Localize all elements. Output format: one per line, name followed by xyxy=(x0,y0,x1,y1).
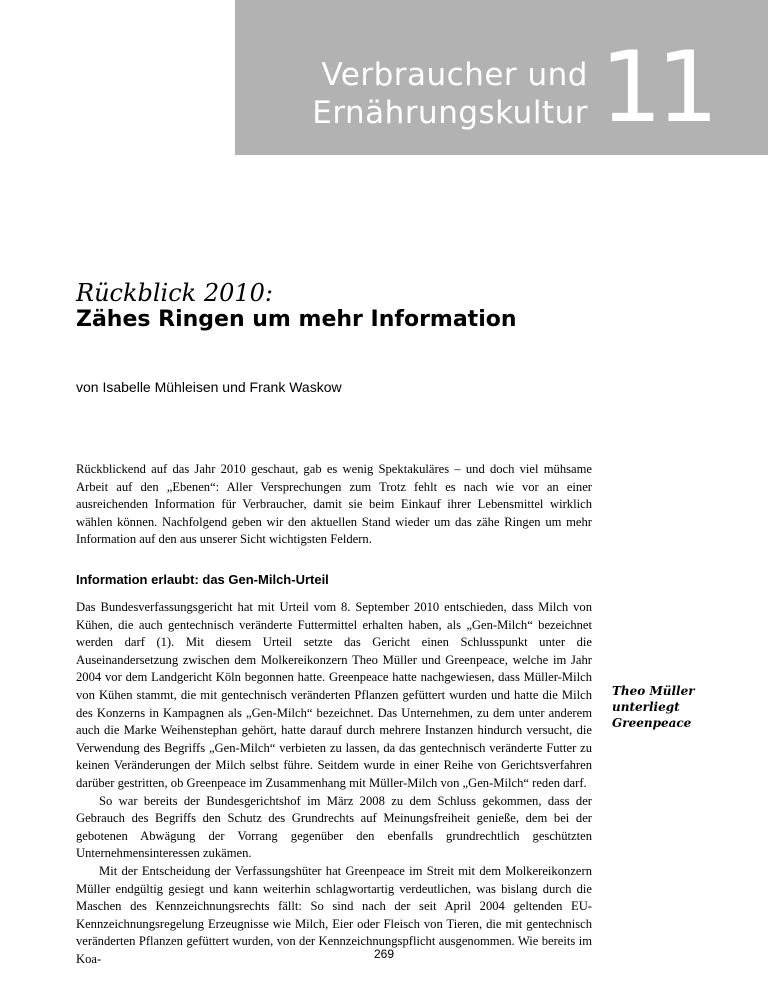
body-paragraph-2: So war bereits der Bundesgerichtshof im März 2008 zu dem Schluss gekommen, dass der Gebrauch des Begriffs den Schutz des Grundrechts auf Meinungsfreiheit genieße, dem bei der gebotenen Abwägung der Vorrang gegenüber den ebenfalls grundrechtlich geschützten Unternehmensinteressen zukämen. xyxy=(76,793,592,861)
section-heading: Information erlaubt: das Gen-Milch-Urteil xyxy=(76,572,329,587)
chapter-title xyxy=(312,56,588,132)
chapter-title-line-2: Ernährungskultur xyxy=(312,95,588,131)
article-kicker: Rückblick 2010: xyxy=(76,279,274,307)
margin-note-line-3: Greenpeace xyxy=(612,716,692,730)
intro-paragraph: Rückblickend auf das Jahr 2010 geschaut, gab es wenig Spektakuläres – und doch viel mühsame Arbeit auf den „Ebenen“: Aller Versprechungen zum Trotz fehlt es nach wie vor an einer ausreichenden Information für Verbraucher, damit sie beim Einkauf ihrer Lebensmittel wirklich wählen können. Nachfolgend geben wir den aktuellen Stand wieder um das zähe Ringen um mehr Information auf den aus unserer Sicht wichtigsten Feldern. xyxy=(76,462,592,547)
body-paragraph-1: Das Bundesverfassungsgericht hat mit Urteil vom 8. September 2010 entschieden, dass Milch von Kühen, die auch gentechnisch veränderte Futtermittel erhalten haben, als „Gen-Milch“ bezeichnet werden darf (1). Mit diesem Urteil setzte das Gericht einen Schlusspunkt unter die Auseinandersetzung zwischen dem Molkereikonzern Theo Müller und Greenpeace, welche im Jahr 2004 vor dem Landgericht Köln begonnen hatte. Greenpeace hatte nachgewiesen, dass Müller-Milch von Kühen stammt, die mit gentechnisch veränderten Pflanzen gefüttert wurden und hatte die Milch des Konzerns in Kampagnen als „Gen-Milch“ bezeichnet. Das Unternehmen, zu dem unter anderem auch die Marke Weihenstephan gehört, hatte darauf durch mehrere Instanzen hindurch versucht, die Verwendung des Begriffs „Gen-Milch“ verbieten zu lassen, da das gentechnisch veränderte Futter zu keinen Veränderungen der Milch selbst führe. Seitdem wurde in einer Reihe von Gerichtsverfahren darüber gestritten, ob Greenpeace im Zusammenhang mit Müller-Milch von „Gen-Milch“ reden darf. xyxy=(76,600,592,790)
margin-note xyxy=(612,683,695,731)
page-number: 269 xyxy=(373,947,395,961)
article-headline: Zähes Ringen um mehr Information xyxy=(76,307,517,332)
chapter-title-line-1: Verbraucher und xyxy=(321,57,588,93)
margin-note-line-2: unterliegt xyxy=(612,700,680,714)
article-byline: von Isabelle Mühleisen und Frank Waskow xyxy=(76,379,342,395)
body-text xyxy=(76,599,592,968)
body-paragraph-3: Mit der Entscheidung der Verfassungshüter hat Greenpeace im Streit mit dem Molkereikonzern Müller endgültig gesiegt und kann weiterhin schlagwortartig verdeutlichen, was bislang durch die Maschen des Kennzeichnungsrechts fällt: So sind nach der seit April 2004 geltenden EU-Kennzeichnungsregelung Erzeugnisse wie Milch, Eier oder Fleisch von Tieren, die mit gentechnisch veränderten Pflanzen gefüttert wurden, von der Kennzeichnungspflicht ausgenommen. Wie bereits im Koa- xyxy=(76,863,592,966)
chapter-number: 11 xyxy=(600,31,713,145)
margin-note-line-1: Theo Müller xyxy=(612,684,695,698)
